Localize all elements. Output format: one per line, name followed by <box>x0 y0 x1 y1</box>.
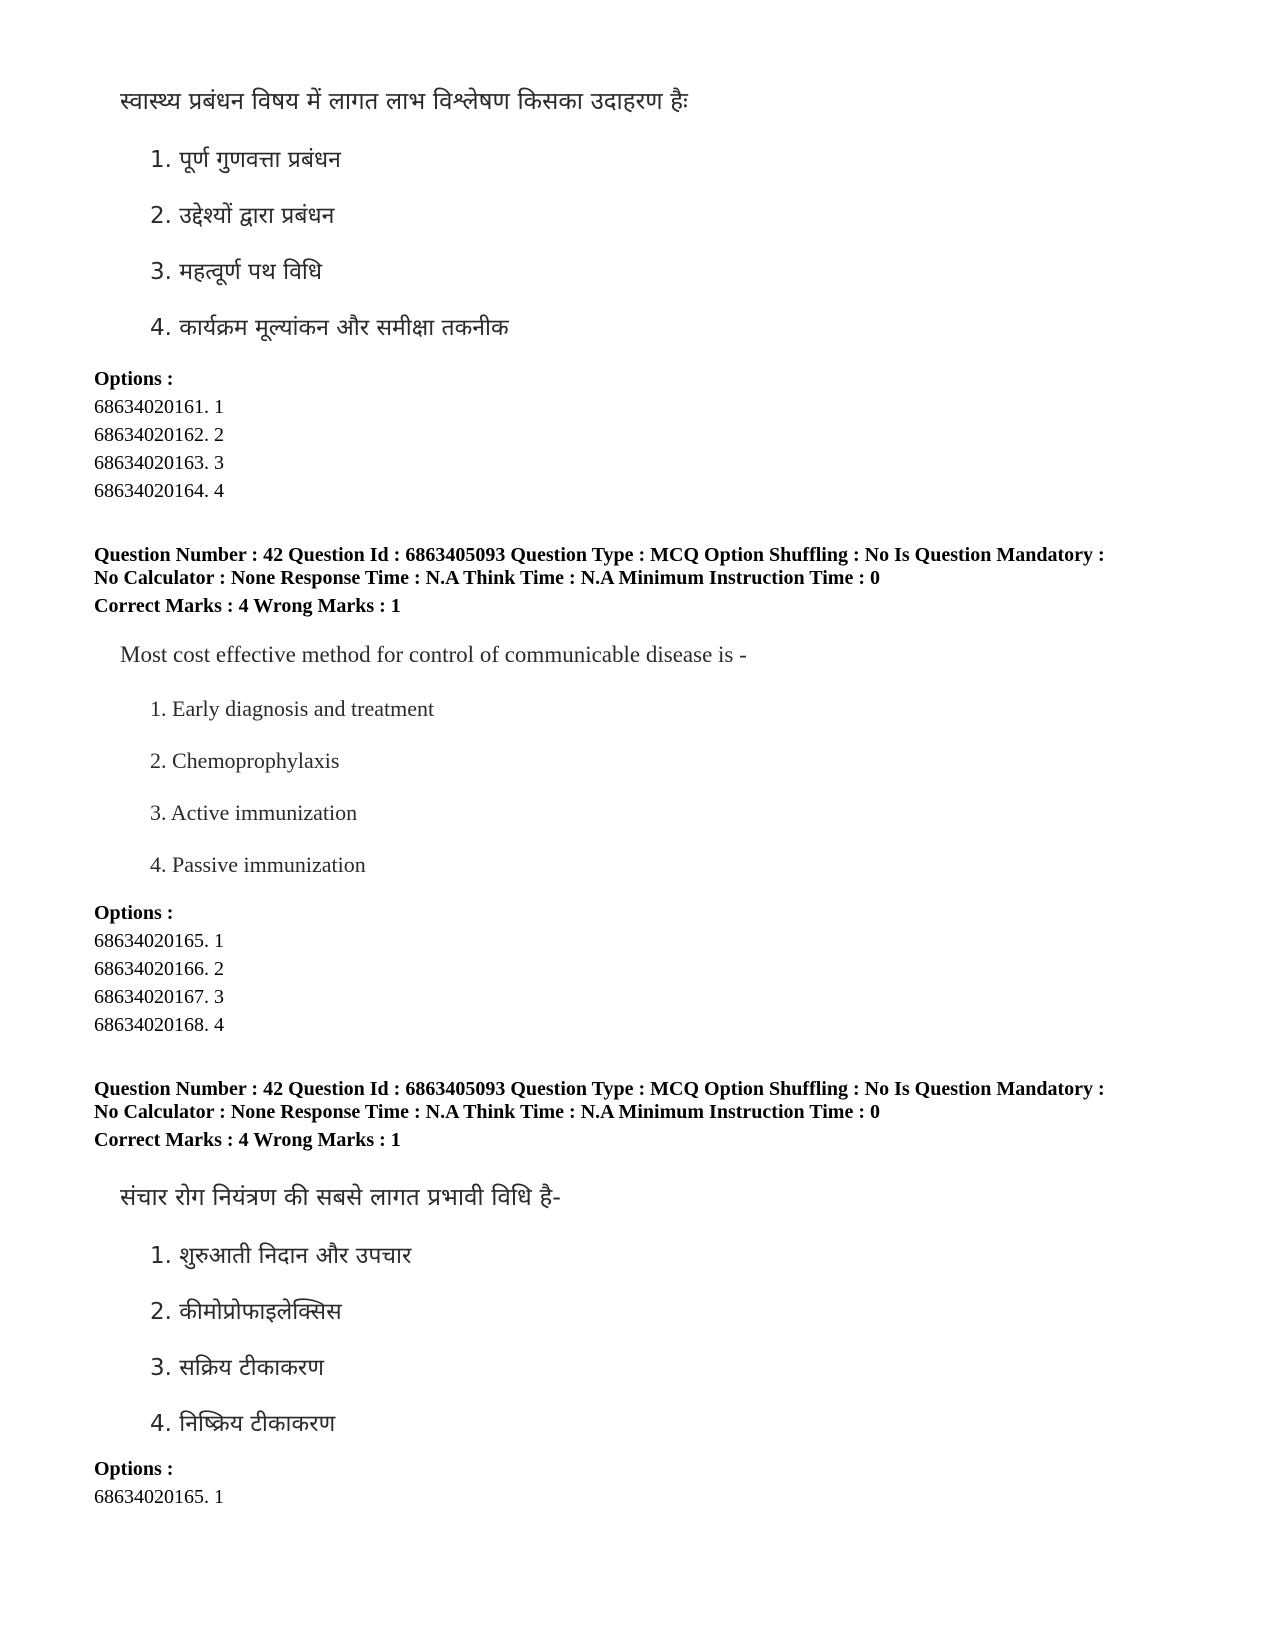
option-row: 68634020167. 3 <box>94 986 224 1008</box>
question-text-hindi-2: संचार रोग नियंत्रण की सबसे लागत प्रभावी विधि है- <box>120 1183 561 1211</box>
choice-4: 4. Passive immunization <box>150 852 366 877</box>
option-row: 68634020163. 3 <box>94 452 224 474</box>
option-row: 68634020168. 4 <box>94 1014 224 1036</box>
question-meta-line-1: Question Number : 42 Question Id : 6863405093 Question Type : MCQ Option Shuffling : No Is Question Mandatory : <box>94 544 1105 566</box>
options-heading: Options : <box>94 368 174 390</box>
choice-2: 2. उद्देश्यों द्वारा प्रबंधन <box>150 203 335 229</box>
choice-2: 2. कीमोप्रोफाइलेक्सिस <box>150 1299 342 1325</box>
question-meta-line-1: Question Number : 42 Question Id : 6863405093 Question Type : MCQ Option Shuffling : No Is Question Mandatory : <box>94 1078 1105 1100</box>
choice-3: 3. सक्रिय टीकाकरण <box>150 1355 324 1381</box>
question-meta-line-2: No Calculator : None Response Time : N.A Think Time : N.A Minimum Instruction Time : 0 <box>94 1101 880 1123</box>
options-heading: Options : <box>94 902 174 924</box>
choice-3: 3. महत्वूर्ण पथ विधि <box>150 259 322 285</box>
choice-1: 1. पूर्ण गुणवत्ता प्रबंधन <box>150 147 341 173</box>
options-heading: Options : <box>94 1458 174 1480</box>
choice-4: 4. निष्क्रिय टीकाकरण <box>150 1411 336 1437</box>
option-row: 68634020162. 2 <box>94 424 224 446</box>
option-row: 68634020165. 1 <box>94 1486 224 1508</box>
option-row: 68634020165. 1 <box>94 930 224 952</box>
choice-1: 1. शुरुआती निदान और उपचार <box>150 1243 412 1269</box>
choice-1: 1. Early diagnosis and treatment <box>150 696 435 721</box>
choice-3: 3. Active immunization <box>150 800 358 825</box>
question-text-english: Most cost effective method for control of communicable disease is - <box>120 642 747 667</box>
choice-2: 2. Chemoprophylaxis <box>150 748 340 773</box>
question-marks: Correct Marks : 4 Wrong Marks : 1 <box>94 1129 401 1151</box>
question-marks: Correct Marks : 4 Wrong Marks : 1 <box>94 595 401 617</box>
option-row: 68634020166. 2 <box>94 958 224 980</box>
option-row: 68634020161. 1 <box>94 396 224 418</box>
question-meta-line-2: No Calculator : None Response Time : N.A Think Time : N.A Minimum Instruction Time : 0 <box>94 567 880 589</box>
option-row: 68634020164. 4 <box>94 480 224 502</box>
choice-4: 4. कार्यक्रम मूल्यांकन और समीक्षा तकनीक <box>150 315 509 341</box>
question-text-hindi-1: स्वास्थ्य प्रबंधन विषय में लागत लाभ विश्लेषण किसका उदाहरण हैः <box>120 87 688 115</box>
